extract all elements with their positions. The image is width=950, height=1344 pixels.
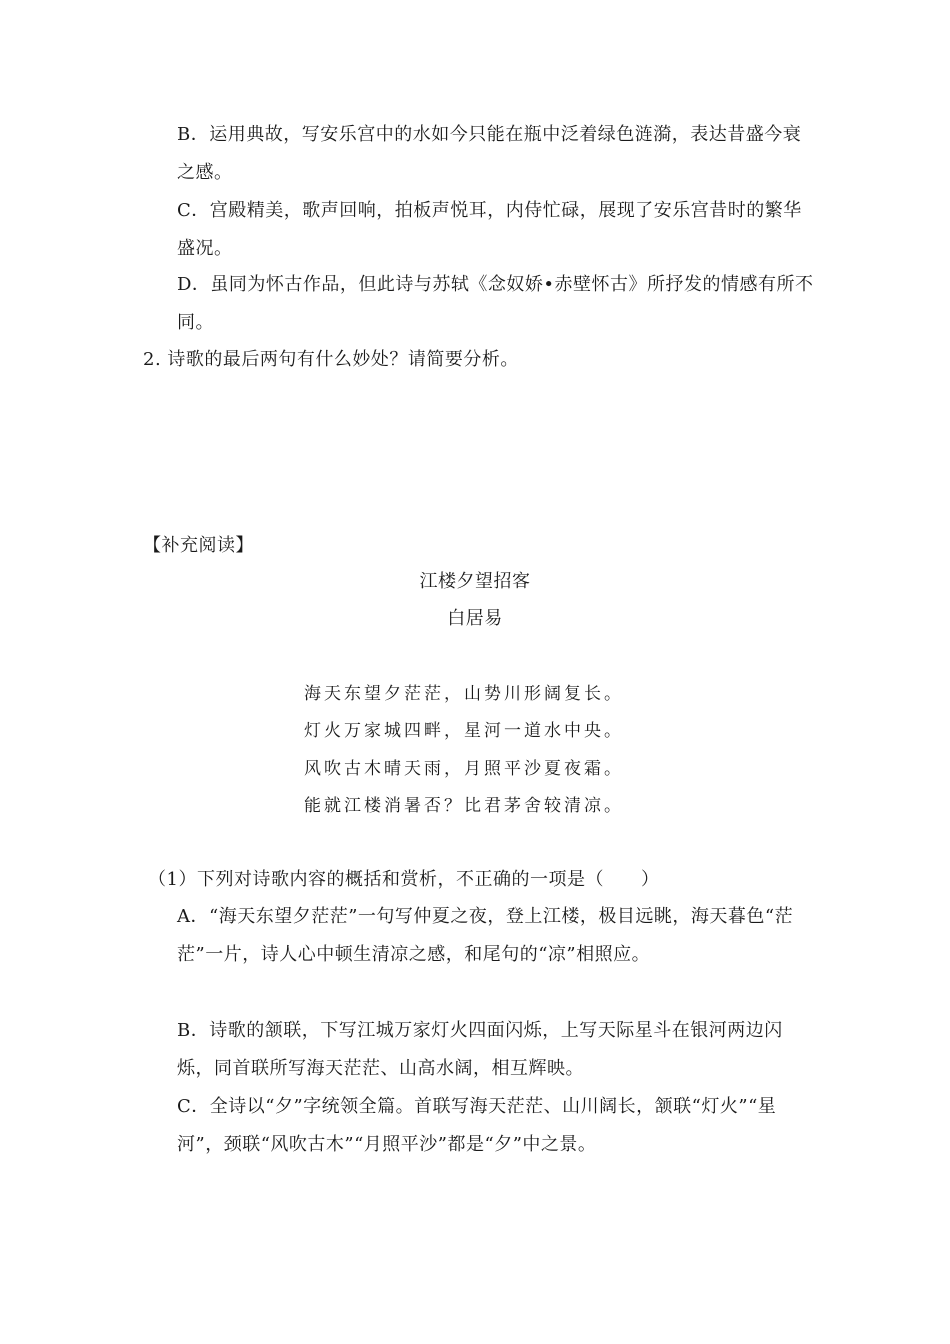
supplement-option-b: B．诗歌的颔联，下写江城万家灯火四面闪烁，上写天际星斗在银河两边闪烁，同首联所写海天茫茫、山高水阔，相互辉映。 <box>177 1020 783 1079</box>
supplement-option-c: C．全诗以“夕”字统领全篇。首联写海天茫茫、山川阔长，颔联“灯火”“星河”，颈联“风吹古木”“月照平沙”都是“夕”中之景。 <box>177 1096 777 1155</box>
poem-line-1: 海天东望夕茫茫，山势川形阔复长。 <box>304 684 624 704</box>
poem-title: 江楼夕望招客 <box>419 571 531 592</box>
supplement-option-a: A．“海天东望夕茫茫”一句写仲夏之夜，登上江楼，极目远眺，海天暮色“茫茫”一片，诗人心中顿生清凉之感，和尾句的“凉”相照应。 <box>177 906 794 965</box>
poem-author: 白居易 <box>447 608 503 629</box>
question-1: （1）下列对诗歌内容的概括和赏析，不正确的一项是（ ） <box>148 869 660 890</box>
supplement-heading: 【补充阅读】 <box>143 535 254 556</box>
option-b-paragraph: B．运用典故，写安乐宫中的水如今只能在瓶中泛着绿色涟漪，表达昔盛今衰之感。 <box>177 124 802 183</box>
option-d-paragraph: D．虽同为怀古作品，但此诗与苏轼《念奴娇•赤壁怀古》所抒发的情感有所不同。 <box>177 274 814 333</box>
option-c-paragraph: C．宫殿精美，歌声回响，拍板声悦耳，内侍忙碌，展现了安乐宫昔时的繁华盛况。 <box>177 200 802 259</box>
question-2: 2. 诗歌的最后两句有什么妙处？请简要分析。 <box>143 349 519 370</box>
poem-line-2: 灯火万家城四畔，星河一道水中央。 <box>304 721 624 741</box>
poem-line-3: 风吹古木晴天雨，月照平沙夏夜霜。 <box>304 759 624 779</box>
poem-line-4: 能就江楼消暑否？比君茅舍较清凉。 <box>304 796 624 816</box>
